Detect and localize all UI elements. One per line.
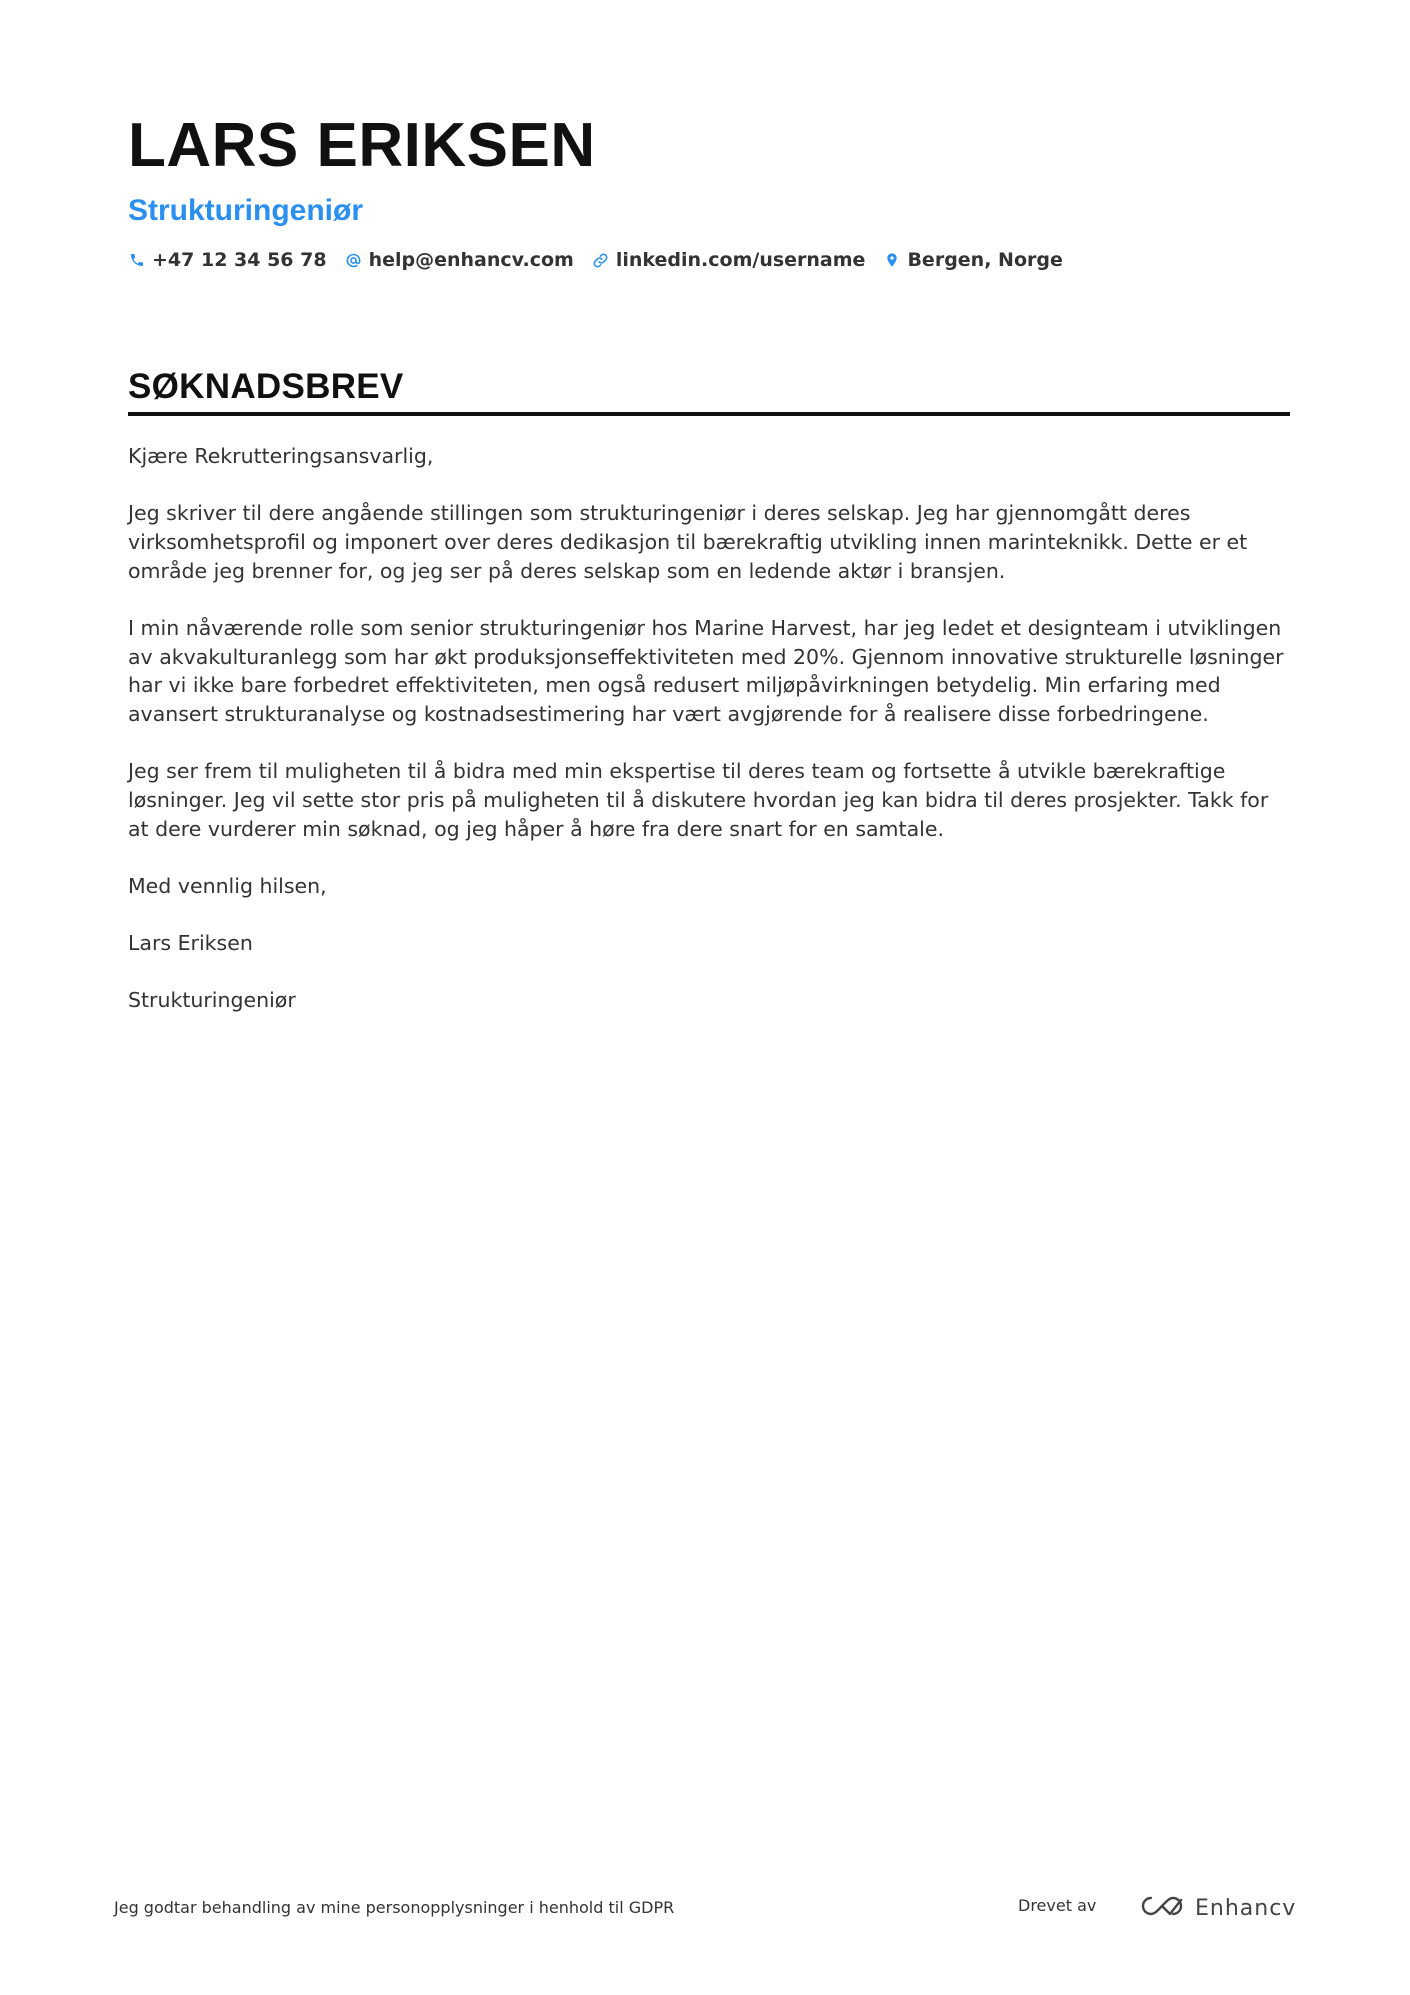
contact-row — [128, 249, 1288, 271]
applicant-name: LARS ERIKSEN — [128, 111, 596, 180]
contact-phone — [128, 249, 327, 271]
gdpr-consent-text: Jeg godtar behandling av mine personopplysninger i henhold til GDPR — [114, 1898, 675, 1917]
signature-title: Strukturingeniør — [128, 988, 296, 1013]
applicant-job-title: Strukturingeniør — [128, 194, 364, 227]
contact-email — [345, 249, 574, 271]
enhancv-brand-name: Enhancv — [1195, 1895, 1297, 1921]
letter-closing: Med vennlig hilsen, — [128, 873, 327, 898]
section-title: SØKNADSBREV — [128, 367, 404, 406]
contact-location — [883, 249, 1062, 271]
phone-number: +47 12 34 56 78 — [152, 249, 327, 271]
letter-paragraph: I min nåværende rolle som senior strukturingeniør hos Marine Harvest, har jeg ledet et designteam i utviklingen av akvakulturanlegg som har økt produksjonseffektiviteten med 20%. Gjennom innovative strukturelle løsninger har vi ikke bare forbedret effektiviteten, men også redusert miljøpåvirkningen betydelig. Min erfaring med avansert strukturanalyse og kostnadsestimering har vært avgjørende for å realisere disse forbedringene. — [128, 615, 1284, 726]
powered-by-label: Drevet av — [1018, 1896, 1097, 1915]
letter-paragraph: Jeg ser frem til muligheten til å bidra med min ekspertise til deres team og fortsette å utvikle bærekraftige løsninger. Jeg vil sette stor pris på muligheten til å diskutere hvordan jeg kan bidra til deres prosjekter. Takk for at dere vurderer min søknad, og jeg håper å høre fra dere snart for en samtale. — [128, 759, 1269, 841]
letter-body — [128, 442, 1290, 1015]
phone-icon — [128, 251, 146, 269]
header — [128, 105, 1288, 271]
section-divider — [128, 412, 1290, 416]
signature-name: Lars Eriksen — [128, 930, 253, 955]
enhancv-logo-icon — [1139, 1894, 1185, 1922]
contact-linkedin — [592, 249, 866, 271]
footer — [114, 1888, 1297, 1928]
letter-paragraph: Jeg skriver til dere angående stillingen som strukturingeniør i deres selskap. Jeg har gjennomgått deres virksomhetsprofil og imponert over deres dedikasjon til bærekraftig utvikling innen marinteknikk. Dette er et område jeg brenner for, og jeg ser på deres selskap som en ledende aktør i bransjen. — [128, 501, 1248, 583]
enhancv-brand[interactable] — [1139, 1888, 1296, 1928]
email-address[interactable]: help@enhancv.com — [368, 249, 574, 271]
location-pin-icon — [883, 251, 901, 269]
letter-salutation: Kjære Rekrutteringsansvarlig, — [128, 444, 434, 468]
linkedin-url[interactable]: linkedin.com/username — [615, 249, 866, 271]
cover-letter-section — [128, 365, 1290, 1043]
at-icon — [345, 251, 363, 269]
location-text: Bergen, Norge — [907, 249, 1063, 271]
link-icon — [592, 251, 610, 269]
